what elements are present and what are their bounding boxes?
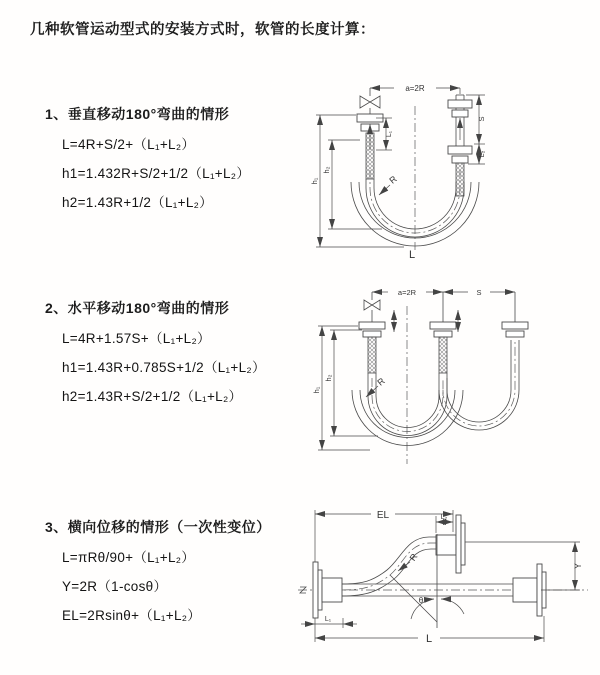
formula: Y=2R（1-cosθ） (62, 579, 168, 594)
formula: L=4R+S/2+（L₁+L₂） (62, 137, 196, 152)
d3-left-fitting (313, 562, 342, 618)
d3-dim-l2 (436, 514, 453, 533)
d2-radius-label: R (375, 375, 387, 388)
d2-hose-a-outline (352, 373, 463, 446)
d2-dim-r (366, 375, 387, 397)
d2-dim-a2r (372, 288, 443, 297)
d3-dim-l (315, 616, 544, 645)
d3-upper-fitting (436, 515, 465, 573)
formula: EL=2Rsinθ+（L₁+L₂） (62, 608, 202, 623)
d3-dim-l1 (301, 616, 357, 628)
d2-hose-b-outline (439, 340, 519, 430)
formula: L=πRθ/90+（L₁+L₂） (62, 550, 196, 565)
d3-dim-l-label: L (425, 633, 433, 645)
diagram-lateral-displacement (293, 498, 593, 666)
d3-radius-label: R (407, 551, 420, 563)
d2-valve-icon (364, 292, 380, 322)
d1-length-label: L (408, 249, 416, 261)
d3-dim-l2-label: L₂ (440, 514, 448, 521)
d1-dim-s-label: S (477, 116, 486, 122)
d1-dim-l1 (376, 118, 393, 150)
d1-right-fitting (448, 95, 472, 196)
d3-dim-el-label: EL (376, 510, 390, 521)
d2-dim-s-label: S (476, 288, 482, 297)
d1-dim-h2-label: h₂ (322, 166, 331, 174)
d1-dim-l2-label: L₂ (479, 150, 486, 158)
d2-right-fitting (502, 292, 528, 337)
section-1-heading: 1、垂直移动180°弯曲的情形 (45, 106, 230, 122)
d1-dim-l1-label: L₁ (386, 130, 393, 138)
section-3-heading: 3、横向位移的情形（一次性变位） (45, 519, 271, 535)
section-2-heading: 2、水平移动180°弯曲的情形 (45, 300, 230, 316)
d3-dim-y-label: Y (573, 562, 583, 570)
d2-dim-h1 (312, 326, 370, 450)
formula: h1=1.43R+0.785S+1/2（L₁+L₂） (62, 360, 266, 375)
d1-dim-h1-label: h₁ (310, 177, 319, 185)
section-1 (45, 104, 250, 217)
section-3 (45, 517, 271, 630)
d3-theta-label: θ (418, 596, 424, 605)
d2-dim-h1-label: h₁ (312, 386, 321, 394)
d2-dim-a2r-label: a=2R (397, 288, 417, 297)
d1-valve-icon (360, 88, 380, 114)
d2-dim-s (443, 288, 515, 297)
d1-dim-a2r-label: a=2R (405, 84, 425, 93)
formula: h1=1.432R+S/2+1/2（L₁+L₂） (62, 166, 251, 181)
formula: L=4R+1.57S+（L₁+L₂） (62, 331, 211, 346)
section-2 (45, 298, 266, 411)
d3-dim-el (315, 510, 453, 562)
d3-dim-l1-label: L₁ (324, 616, 332, 623)
diagram-horizontal-180-bend (308, 278, 543, 473)
diagram-vertical-180-bend (308, 66, 508, 262)
d3-hose-curved (342, 537, 436, 596)
d2-dim-h2-label: h₂ (324, 374, 333, 382)
formula: h2=1.43R+S/2+1/2（L₁+L₂） (62, 389, 243, 404)
d1-dim-r (379, 173, 399, 195)
d1-dim-a2r (370, 84, 460, 94)
d1-left-fitting (357, 114, 383, 179)
page-title: 几种软管运动型式的安装方式时，软管的长度计算： (30, 22, 375, 38)
d2-middle-fitting (430, 292, 456, 373)
formula: h2=1.43R+1/2（L₁+L₂） (62, 195, 213, 210)
d1-radius-label: R (387, 173, 399, 186)
d2-left-fitting (359, 322, 385, 373)
